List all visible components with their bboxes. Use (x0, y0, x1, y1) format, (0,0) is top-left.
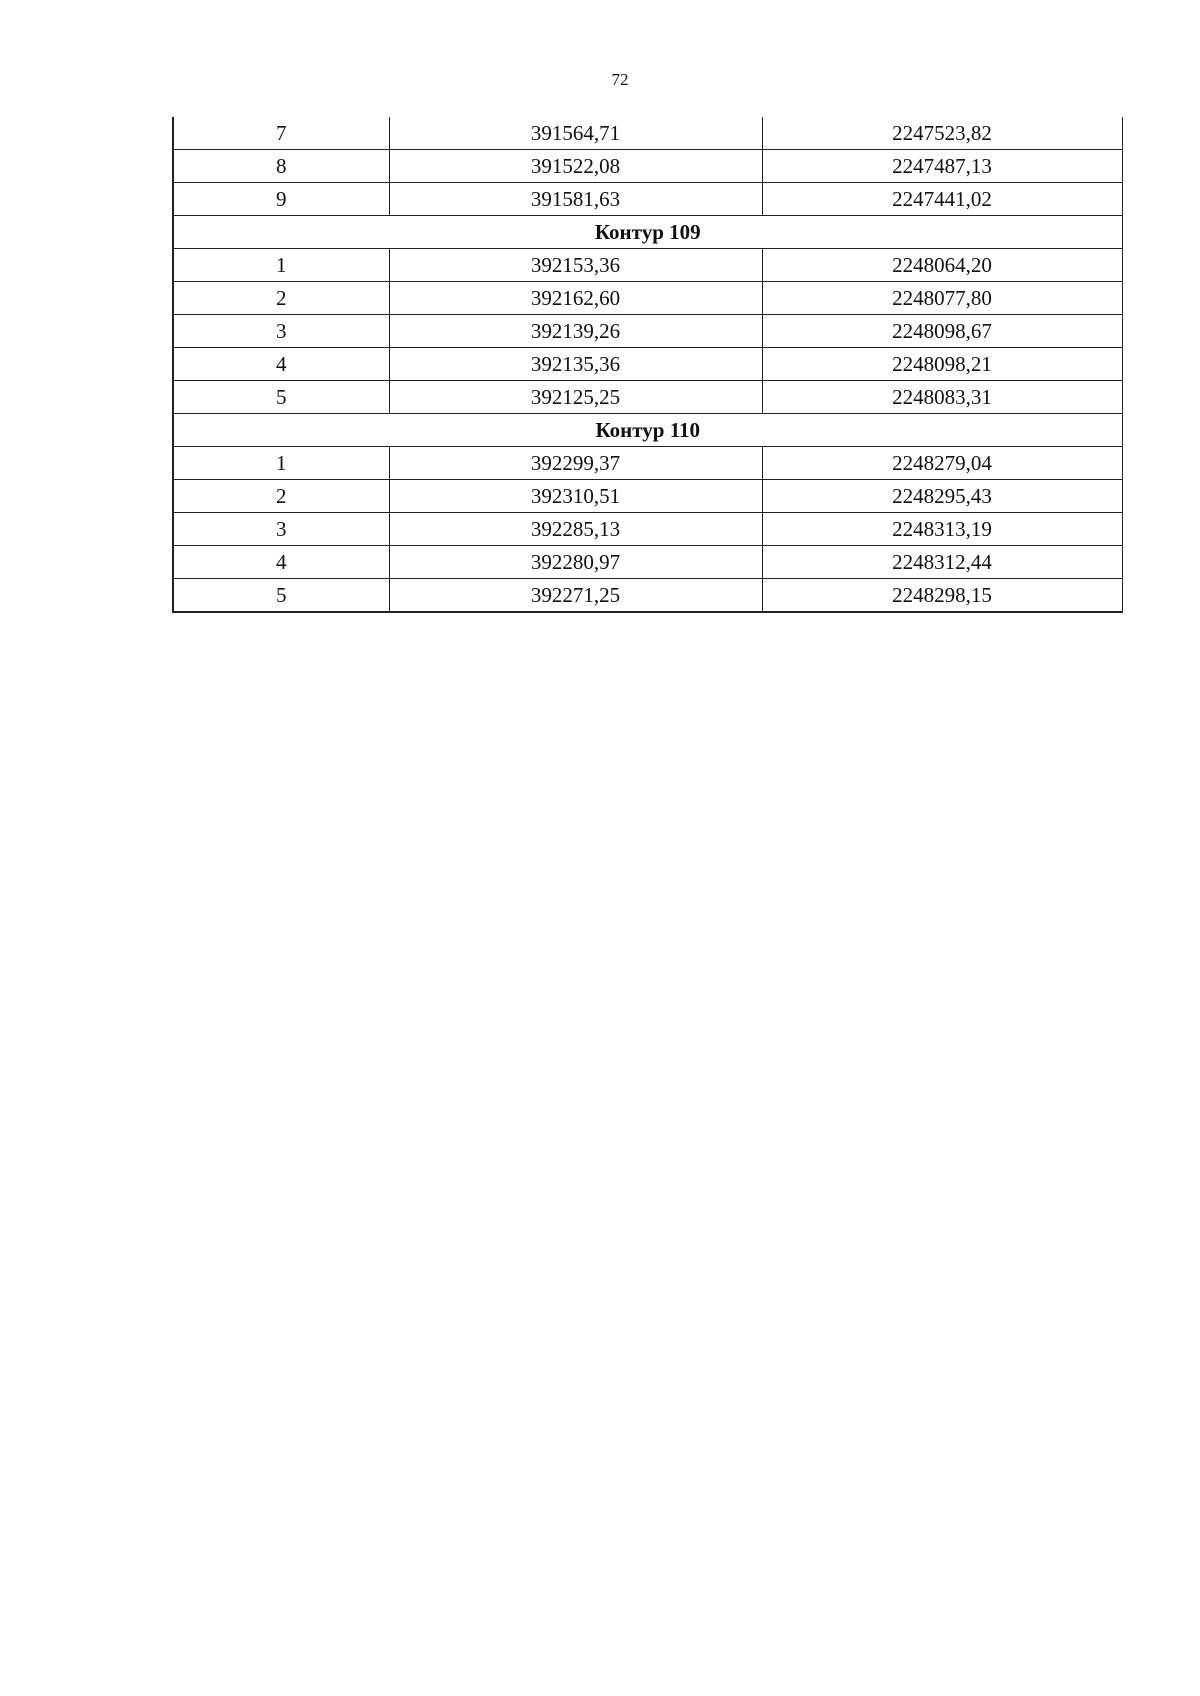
table-row (173, 315, 1122, 348)
point-number-cell: 7 (173, 117, 389, 150)
page-number: 72 (611, 70, 629, 89)
point-number-cell: 4 (173, 348, 389, 381)
x-coordinate-cell: 391564,71 (389, 117, 762, 150)
table-row (173, 150, 1122, 183)
coordinates-table-body (173, 117, 1122, 612)
point-number-cell: 4 (173, 546, 389, 579)
point-number-cell: 5 (173, 381, 389, 414)
x-coordinate-cell: 391581,63 (389, 183, 762, 216)
point-number-cell: 2 (173, 480, 389, 513)
point-number-cell: 1 (173, 447, 389, 480)
section-header-row (173, 216, 1122, 249)
point-number-cell: 1 (173, 249, 389, 282)
y-coordinate-cell: 2248083,31 (762, 381, 1122, 414)
y-coordinate-cell: 2248098,67 (762, 315, 1122, 348)
y-coordinate-cell: 2248279,04 (762, 447, 1122, 480)
coordinates-table (172, 117, 1123, 613)
table-row (173, 282, 1122, 315)
x-coordinate-cell: 392271,25 (389, 579, 762, 613)
y-coordinate-cell: 2248064,20 (762, 249, 1122, 282)
y-coordinate-cell: 2248312,44 (762, 546, 1122, 579)
x-coordinate-cell: 392139,26 (389, 315, 762, 348)
table-row (173, 249, 1122, 282)
point-number-cell: 9 (173, 183, 389, 216)
table-row (173, 513, 1122, 546)
table-row (173, 579, 1122, 613)
x-coordinate-cell: 392125,25 (389, 381, 762, 414)
section-title: Контур 109 (173, 216, 1122, 249)
y-coordinate-cell: 2247523,82 (762, 117, 1122, 150)
table-row (173, 546, 1122, 579)
x-coordinate-cell: 392135,36 (389, 348, 762, 381)
table-row (173, 183, 1122, 216)
point-number-cell: 5 (173, 579, 389, 613)
section-title: Контур 110 (173, 414, 1122, 447)
x-coordinate-cell: 392280,97 (389, 546, 762, 579)
point-number-cell: 2 (173, 282, 389, 315)
x-coordinate-cell: 392299,37 (389, 447, 762, 480)
point-number-cell: 8 (173, 150, 389, 183)
y-coordinate-cell: 2247487,13 (762, 150, 1122, 183)
y-coordinate-cell: 2248298,15 (762, 579, 1122, 613)
y-coordinate-cell: 2247441,02 (762, 183, 1122, 216)
point-number-cell: 3 (173, 513, 389, 546)
table-row (173, 480, 1122, 513)
table-row (173, 348, 1122, 381)
x-coordinate-cell: 392310,51 (389, 480, 762, 513)
x-coordinate-cell: 392153,36 (389, 249, 762, 282)
y-coordinate-cell: 2248077,80 (762, 282, 1122, 315)
y-coordinate-cell: 2248098,21 (762, 348, 1122, 381)
x-coordinate-cell: 392285,13 (389, 513, 762, 546)
x-coordinate-cell: 392162,60 (389, 282, 762, 315)
table-row (173, 117, 1122, 150)
x-coordinate-cell: 391522,08 (389, 150, 762, 183)
section-header-row (173, 414, 1122, 447)
table-row (173, 381, 1122, 414)
y-coordinate-cell: 2248295,43 (762, 480, 1122, 513)
point-number-cell: 3 (173, 315, 389, 348)
y-coordinate-cell: 2248313,19 (762, 513, 1122, 546)
table-row (173, 447, 1122, 480)
